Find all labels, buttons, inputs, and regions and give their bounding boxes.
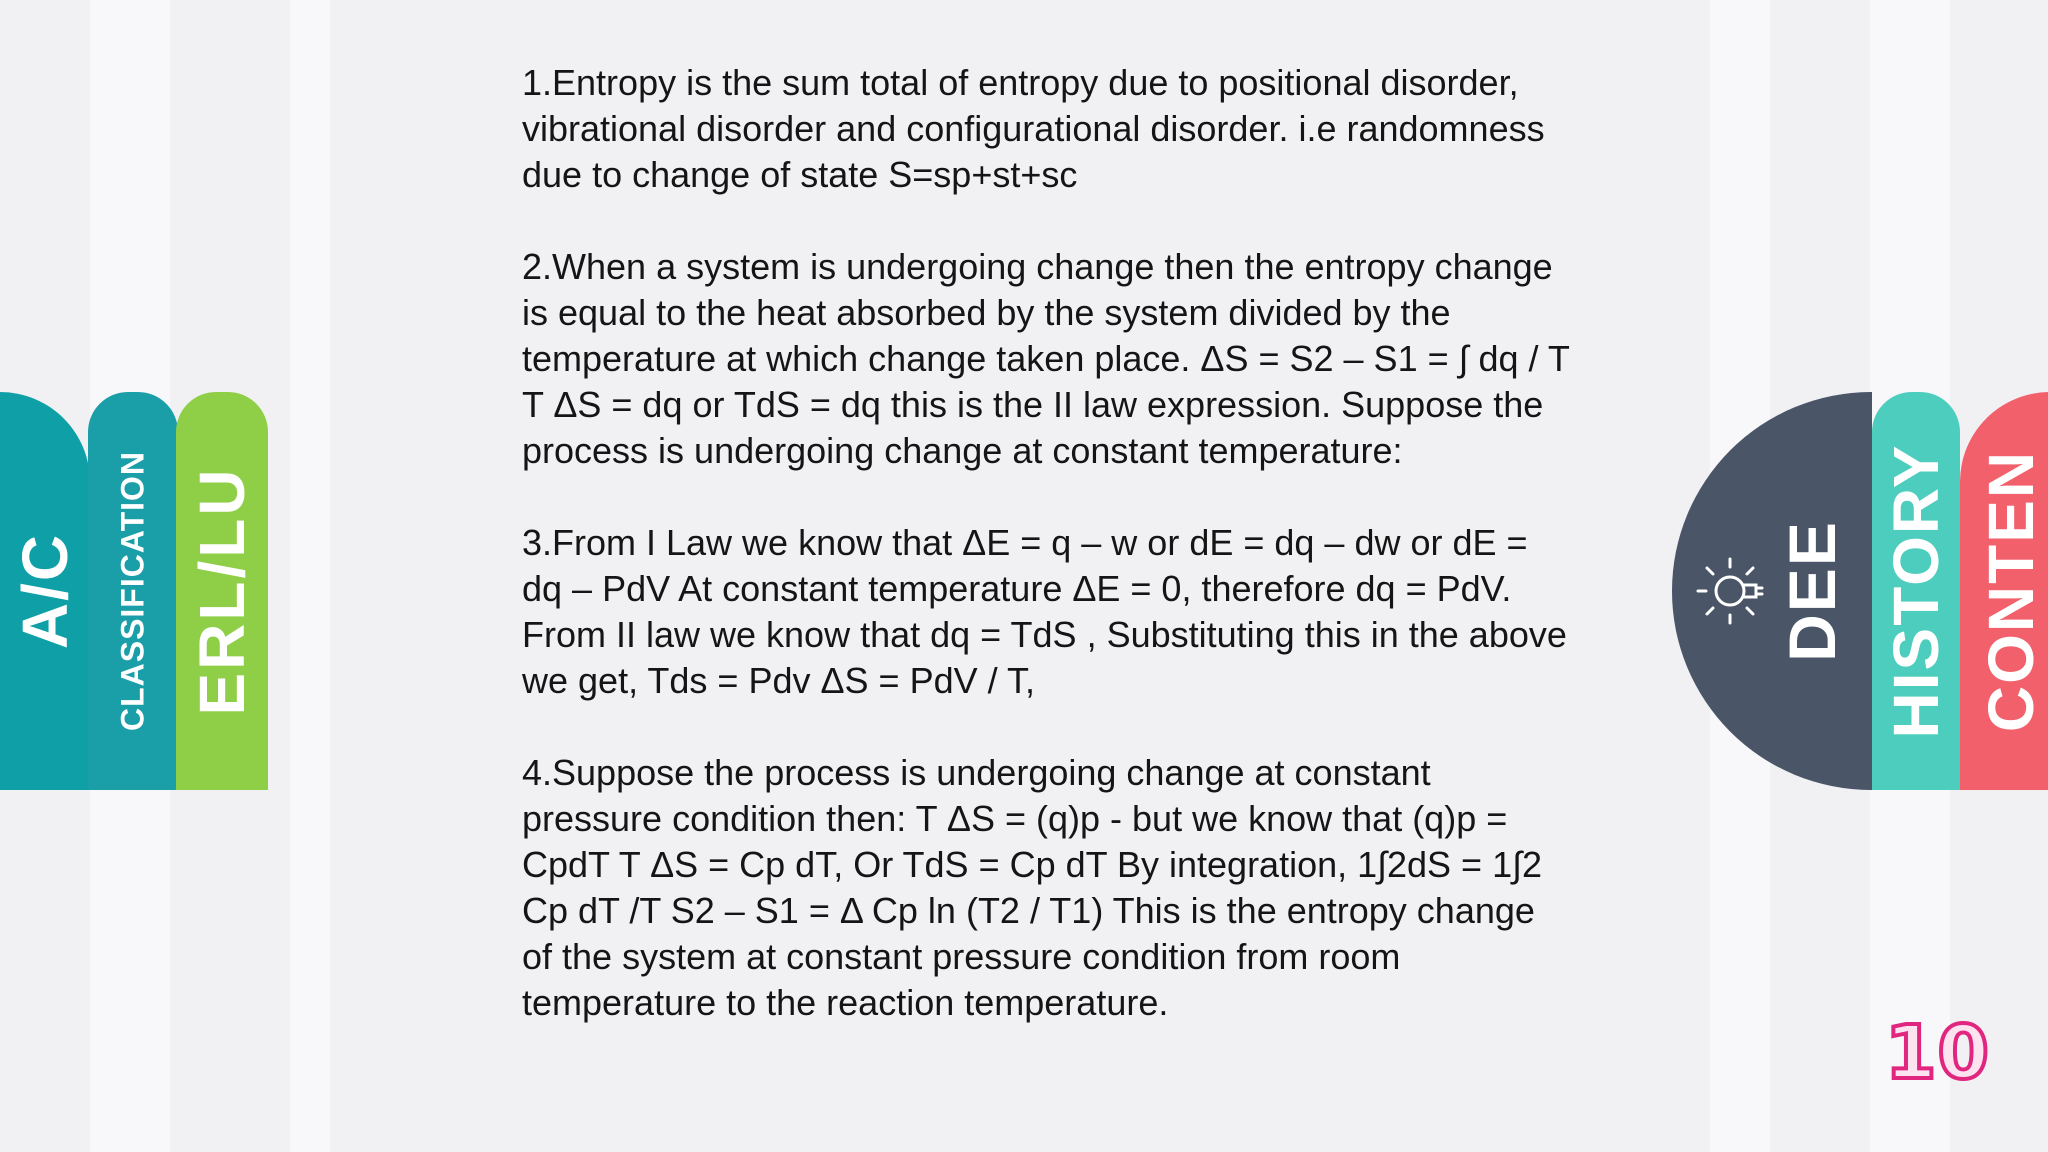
paragraph-1: 1.Entropy is the sum total of entropy due to positional disorder, vibrational disorder and configurational disorder. i.e randomness due to change of state S=sp+st+sc <box>522 62 1545 195</box>
lightbulb-icon <box>1692 547 1780 635</box>
tab-label: DEE <box>1775 520 1849 662</box>
tab-erl-lu[interactable] <box>176 392 268 790</box>
tab-history[interactable] <box>1872 392 1960 790</box>
tab-label: HISTORY <box>1880 443 1952 739</box>
right-tab-group <box>1672 392 2048 790</box>
tab-content[interactable] <box>1960 392 2048 790</box>
tab-label: CLASSIFICATION <box>114 450 151 732</box>
page-number: 10 <box>1885 1010 1990 1096</box>
tab-ac[interactable] <box>0 392 90 790</box>
tab-dee[interactable] <box>1672 392 1872 790</box>
tab-classification[interactable] <box>88 392 178 790</box>
tab-label: A/C <box>9 532 81 650</box>
tab-label: ERL/LU <box>186 466 258 716</box>
slide-body <box>522 60 1572 1026</box>
paragraph-3: 3.From I Law we know that ΔE = q – w or dE = dq – dw or dE = dq – PdV At constant temperature ΔE = 0, therefore dq = PdV. From II law we know that dq = TdS , Substituting this in the above we get, Tds = Pdv ΔS = PdV / T, <box>522 522 1567 701</box>
tab-label: CONTEN <box>1975 449 2048 733</box>
left-tab-group <box>0 392 270 790</box>
paragraph-4: 4.Suppose the process is undergoing change at constant pressure condition then: T ΔS = (q)p - but we know that (q)p = CpdT T ΔS = Cp dT, Or TdS = Cp dT By integration, 1∫2dS = 1∫2 Cp dT /T S2 – S1 = Δ Cp ln (T2 / T1) This is the entropy change of the system at constant pressure condition from room temperature to the reaction temperature. <box>522 752 1542 1023</box>
background-stripe <box>290 0 330 1152</box>
paragraph-2: 2.When a system is undergoing change then the entropy change is equal to the heat absorbed by the system divided by the temperature at which change taken place. ΔS = S2 – S1 = ∫ dq / T T ΔS = dq or TdS = dq this is the II law expression. Suppose the process is undergoing change at constant temperature: <box>522 246 1570 471</box>
